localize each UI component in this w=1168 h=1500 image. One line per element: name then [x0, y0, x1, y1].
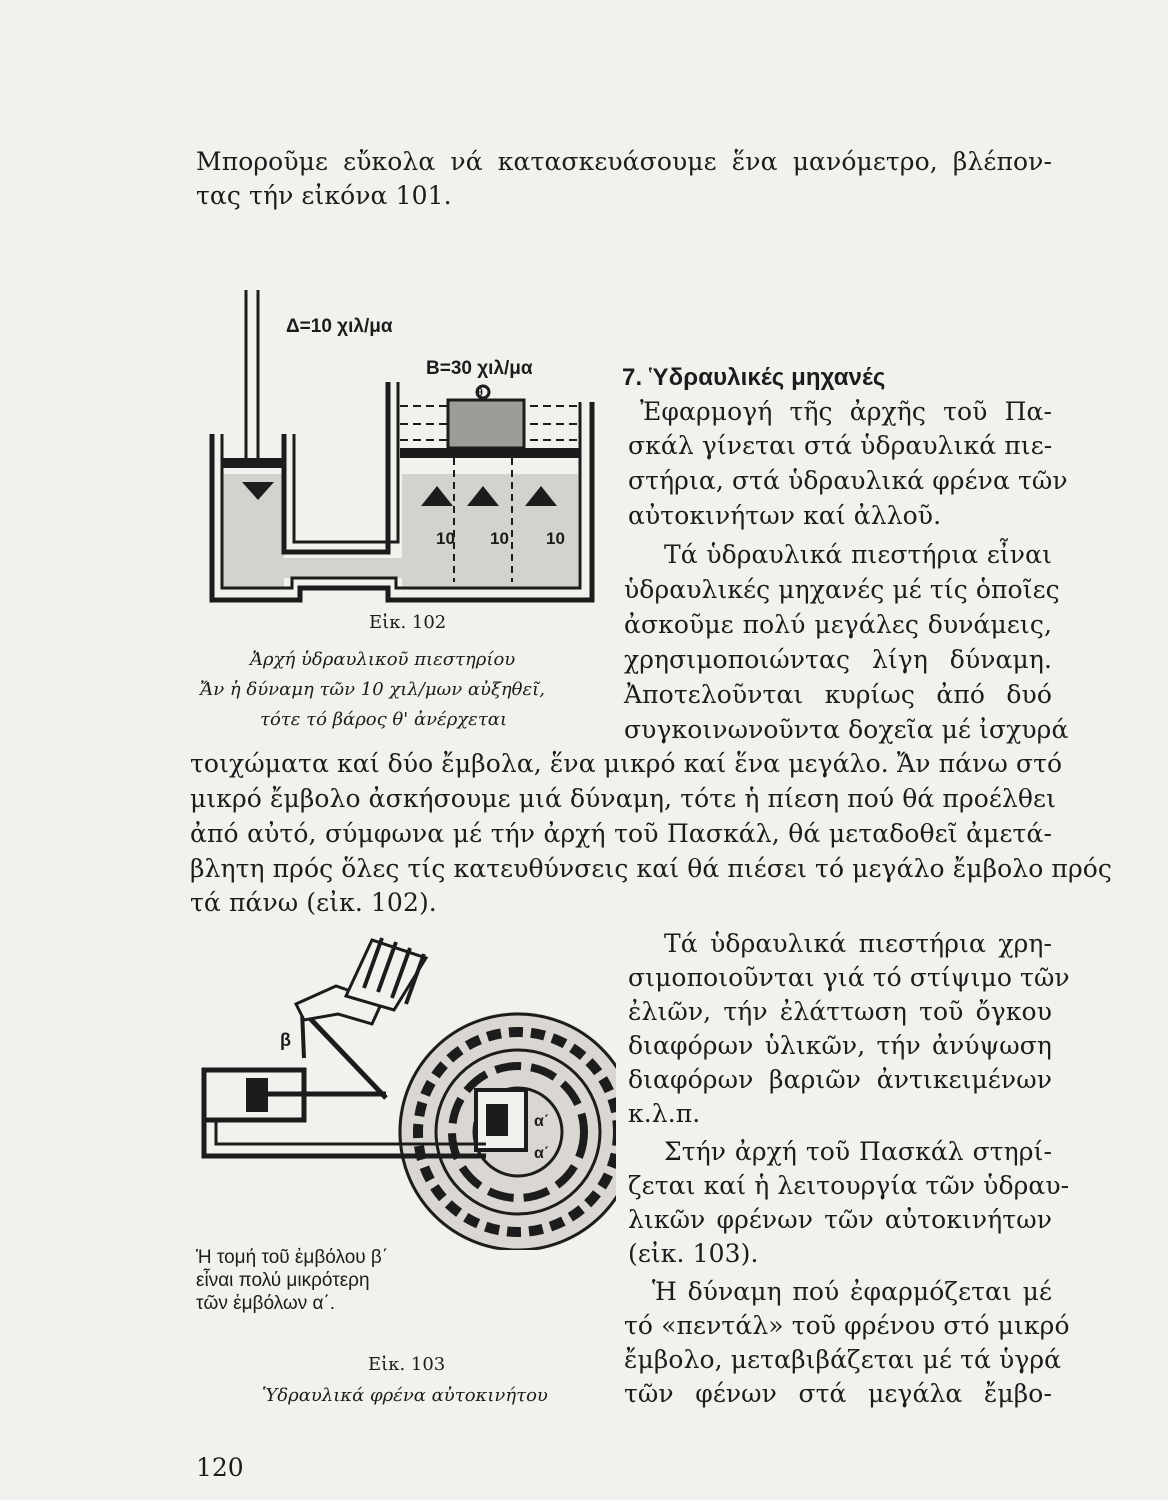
p3-line-5: διαφόρων βαριῶν ἀντικειμένων	[628, 1065, 1052, 1094]
section-heading: 7. Ὑδραυλικές μηχανές	[622, 364, 886, 391]
figure-103-number: Εἰκ. 103	[368, 1354, 446, 1375]
p1-line-3: στήρια, στά ὑδραυλικά φρένα τῶν	[628, 466, 1068, 495]
p3-line-1: Τά ὑδραυλικά πιεστήρια χρη-	[664, 929, 1052, 958]
figure-103-note-line-2: εἶναι πολύ μικρότερη	[196, 1270, 370, 1291]
arrow-label-3: 10	[546, 529, 565, 548]
figure-102-hydraulic-press	[200, 282, 600, 612]
arrow-label-1: 10	[436, 529, 455, 548]
p4-line-2: ζεται καί ἡ λειτουργία τῶν ὑδραυ-	[628, 1171, 1070, 1200]
p3-line-3: ἐλιῶν, τήν ἐλάττωση τοῦ ὄγκου	[628, 997, 1052, 1026]
p2-full-line-1: τοιχώματα καί δύο ἔμβολα, ἕνα μικρό καί ἕνα μεγάλο. Ἄν πάνω στό	[190, 749, 1063, 778]
p3-line-6: κ.λ.π.	[628, 1099, 701, 1128]
figure-102-caption-line-3: τότε τό βάρος θ' ἀνέρχεται	[260, 709, 508, 730]
p3-line-2: σιμοποιοῦνται γιά τό στίψιμο τῶν	[628, 963, 1070, 992]
p2-line-3: ἀσκοῦμε πολύ μεγάλες δυνάμεις,	[624, 610, 1052, 639]
label-alpha-bottom: α΄	[534, 1145, 550, 1162]
p1-line-1: Ἐφαρμογή τῆς ἀρχῆς τοῦ Πα-	[640, 397, 1052, 426]
figure-103-hydraulic-brakes	[196, 930, 616, 1250]
p2-full-line-5: τά πάνω (εἰκ. 102).	[190, 888, 437, 917]
figure-103-note-line-1: Ἡ τομή τοῦ ἐμβόλου β΄	[196, 1247, 389, 1268]
figure-102-caption-line-1: Ἀρχή ὑδραυλικοῦ πιεστηρίου	[250, 649, 516, 670]
p5-line-4: τῶν φένων στά μεγάλα ἔμβο-	[624, 1379, 1052, 1408]
figure-103-note-line-3: τῶν ἐμβόλων α΄.	[196, 1293, 336, 1314]
label-theta: θ	[477, 387, 483, 399]
label-force: Δ=10 χιλ/μα	[286, 316, 393, 337]
p2-line-4: χρησιμοποιώντας λίγη δύναμη.	[624, 645, 1052, 674]
p5-line-2: τό «πεντάλ» τοῦ φρένου στό μικρό	[624, 1311, 1070, 1340]
p5-line-1: Ἡ δύναμη πού ἐφαρμόζεται μέ	[652, 1277, 1052, 1306]
p2-line-1: Τά ὑδραυλικά πιεστήρια εἶναι	[664, 540, 1052, 569]
page-number: 120	[196, 1453, 244, 1482]
p2-line-5: Ἀποτελοῦνται κυρίως ἀπό δυό	[624, 680, 1052, 709]
figure-102-number: Εἰκ. 102	[369, 612, 447, 633]
p3-line-4: διαφόρων ὑλικῶν, τήν ἀνύψωση	[628, 1031, 1052, 1060]
figure-103-caption-title: Ὑδραυλικά φρένα αὐτοκινήτου	[262, 1385, 548, 1406]
p1-line-2: σκάλ γίνεται στά ὑδραυλικά πιε-	[628, 431, 1053, 460]
p2-full-line-4: βλητη πρός ὅλες τίς κατευθύνσεις καί θά πιέσει τό μεγάλο ἔμβολο πρός	[190, 854, 1113, 883]
intro-line-2: τας τήν εἰκόνα 101.	[196, 181, 452, 210]
p2-line-6: συγκοινωνοῦντα δοχεῖα μέ ἰσχυρά	[624, 715, 1069, 744]
p4-line-3: λικῶν φρένων τῶν αὐτοκινήτων	[628, 1205, 1052, 1234]
label-beta: β	[280, 1030, 291, 1050]
p2-full-line-3: ἀπό αὐτό, σύμφωνα μέ τήν ἀρχή τοῦ Πασκάλ, θά μεταδοθεῖ ἀμετά-	[190, 819, 1052, 848]
p4-line-4: (εἰκ. 103).	[628, 1239, 759, 1268]
arrow-label-2: 10	[490, 529, 509, 548]
p4-line-1: Στήν ἀρχή τοῦ Πασκάλ στηρί-	[664, 1137, 1052, 1166]
p2-full-line-2: μικρό ἔμβολο ἀσκήσουμε μιά δύναμη, τότε ἡ πίεση πού θά προέλθει	[190, 784, 1057, 813]
figure-102-caption-line-2: Ἄν ἡ δύναμη τῶν 10 χιλ/μων αὐξηθεῖ,	[200, 679, 545, 700]
label-weight: Β=30 χιλ/μα	[426, 358, 533, 379]
intro-line-1: Μποροῦμε εὔκολα νά κατασκευάσουμε ἕνα μανόμετρο, βλέπον-	[196, 147, 1052, 176]
p2-line-2: ὑδραυλικές μηχανές μέ τίς ὁποῖες	[624, 575, 1060, 604]
p1-line-4: αὐτοκινήτων καί ἀλλοῦ.	[628, 501, 942, 530]
label-alpha-top: α΄	[534, 1113, 550, 1130]
p5-line-3: ἔμβολο, μεταβιβάζεται μέ τά ὑγρά	[624, 1345, 1062, 1374]
